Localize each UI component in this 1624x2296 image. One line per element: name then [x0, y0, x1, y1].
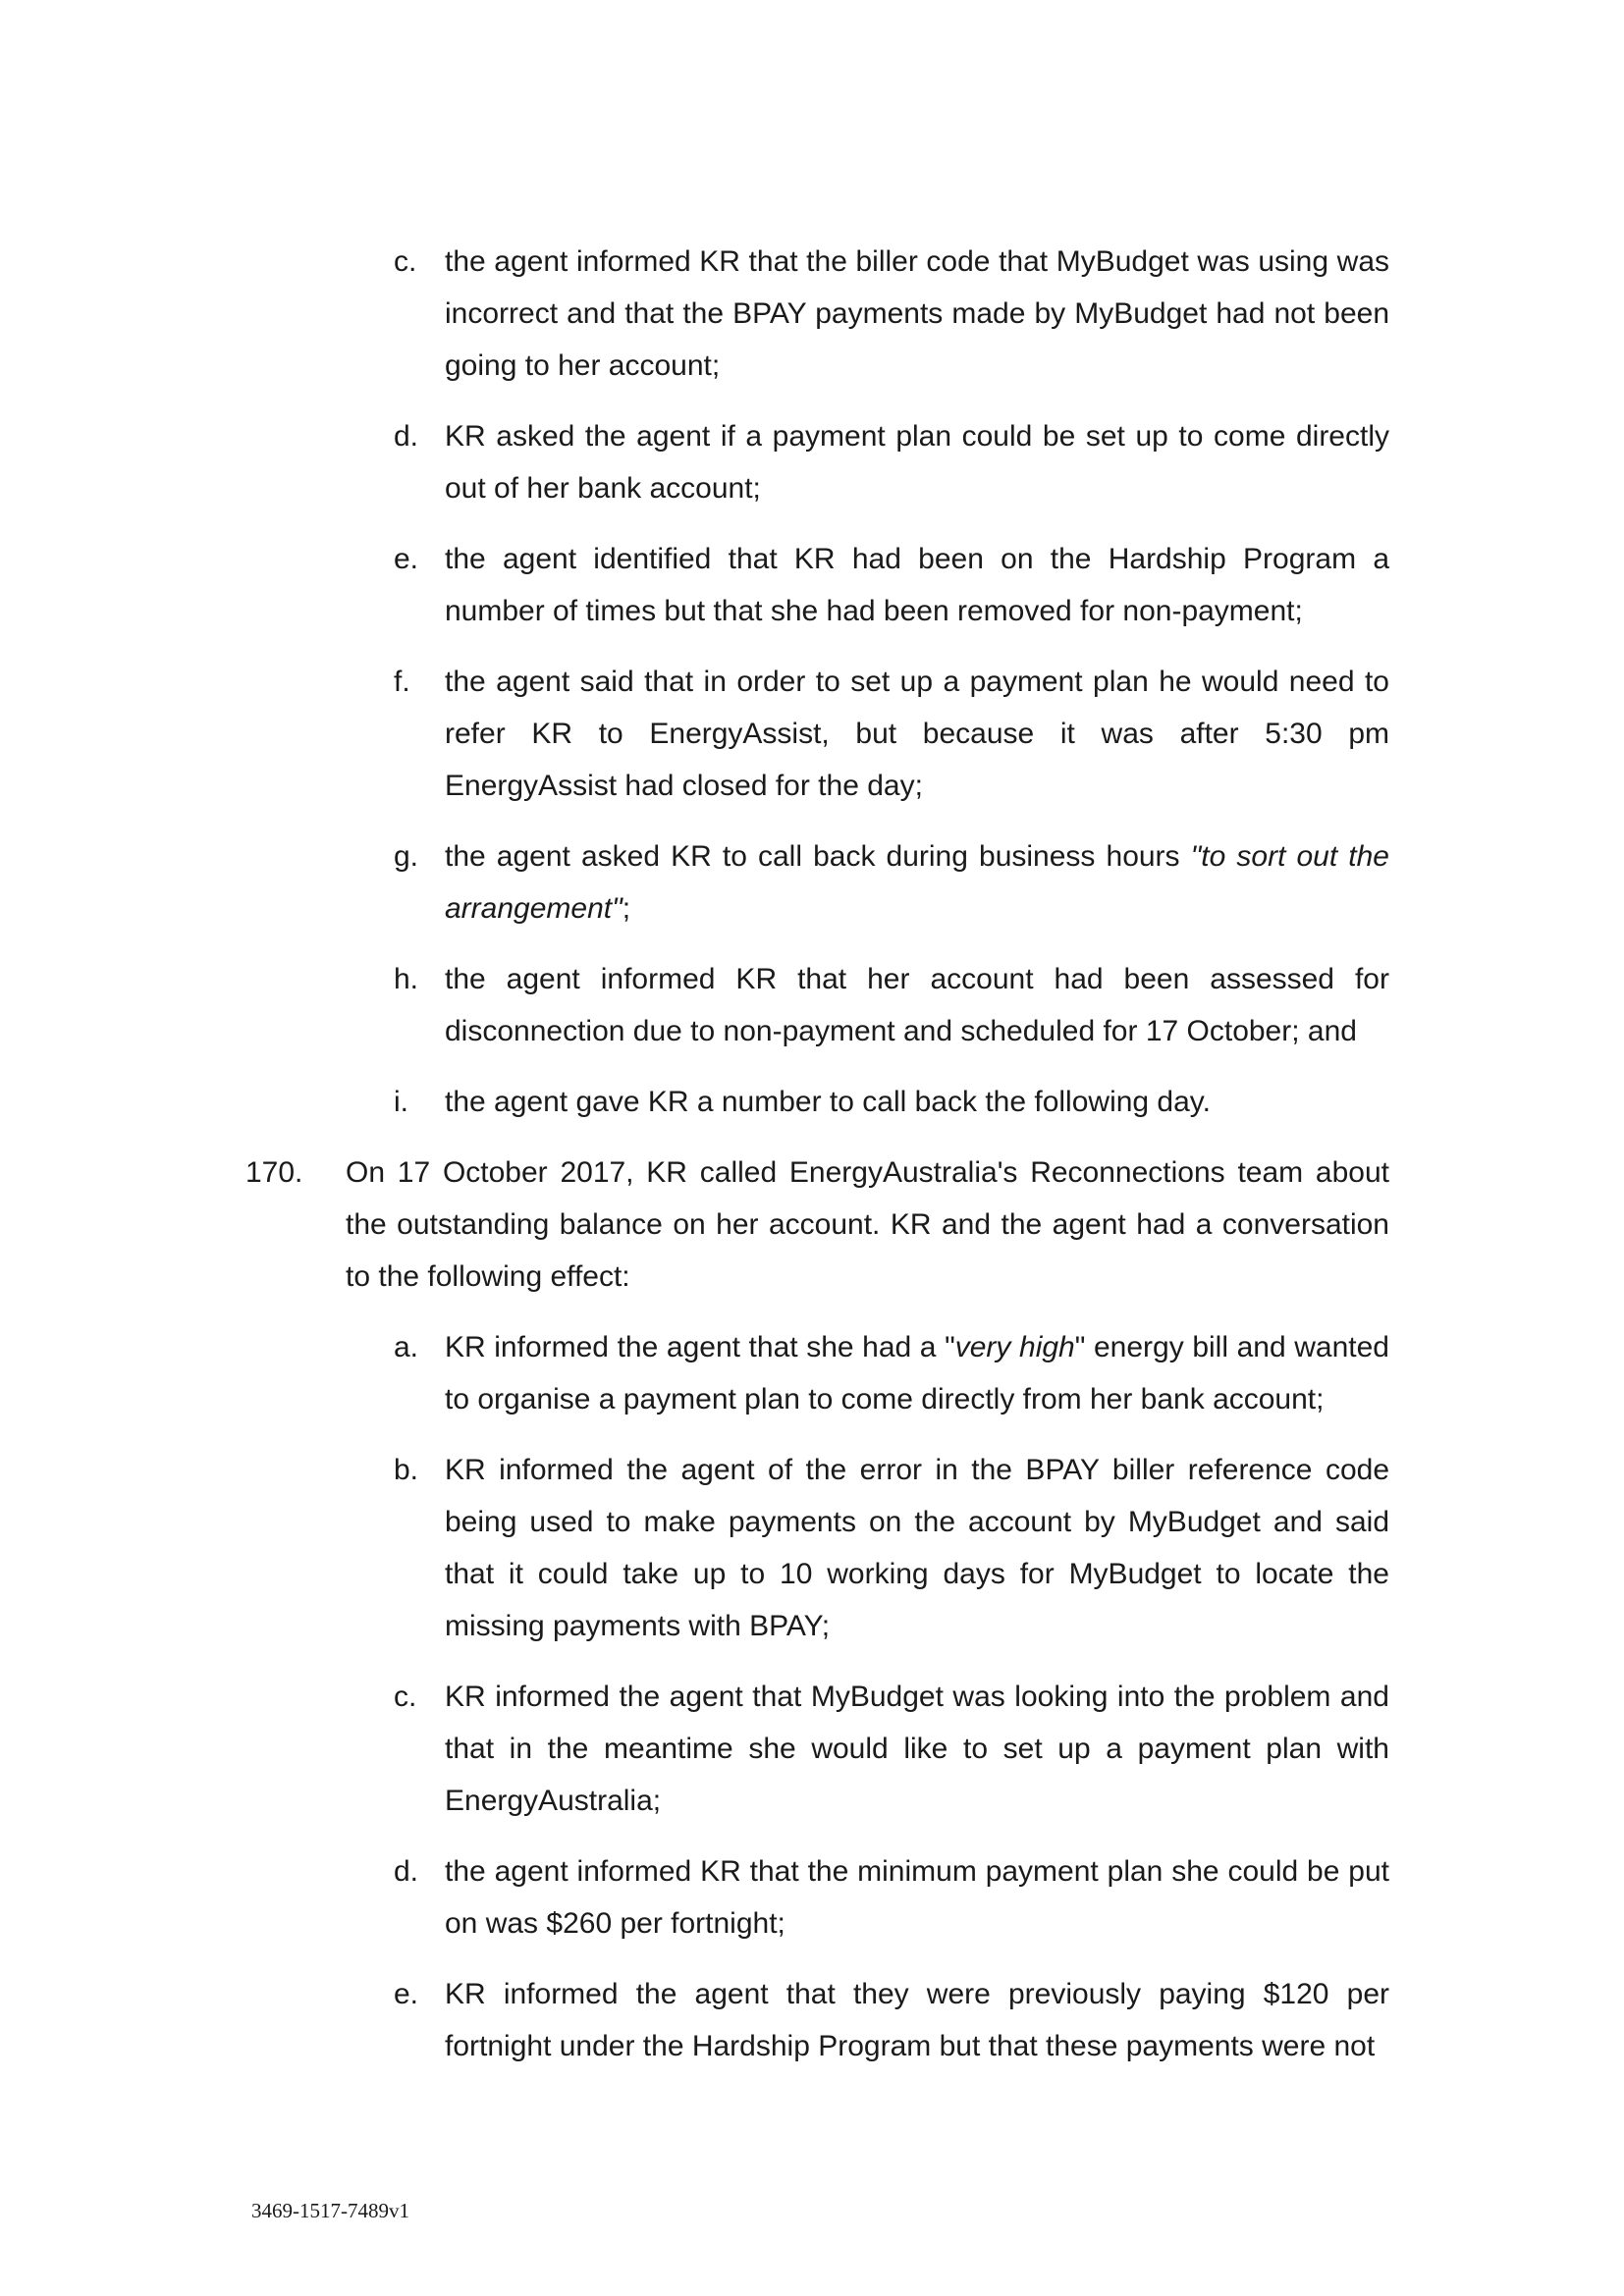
list-item-c [245, 236, 1389, 392]
item-letter: i. [394, 1086, 408, 1118]
item-text-end: " energy bill and wanted to organise a payment plan to come directly from her bank account; [445, 1331, 1389, 1415]
list-item-e [245, 533, 1389, 637]
item-text-quote: "to sort out the arrangement" [445, 840, 1389, 925]
item-text: the agent said that in order to set up a payment plan he would need to refer KR to EnergyAssist, but because it was after 5:30 pm EnergyAssist had closed for the day; [445, 666, 1389, 802]
item-text [445, 840, 1389, 925]
item-text-quote: very high [954, 1331, 1075, 1363]
continued-sub-list [245, 236, 1394, 1128]
paragraph-170 [245, 1147, 1389, 1303]
item-letter: e. [394, 543, 419, 575]
list-item-e [245, 1968, 1389, 2072]
item-text: KR informed the agent that MyBudget was looking into the problem and that in the meantime she would like to set up a payment plan with EnergyAustralia; [445, 1681, 1389, 1817]
list-item-c [245, 1671, 1389, 1827]
item-letter: c. [394, 1681, 417, 1713]
list-item-i [245, 1076, 1389, 1128]
item-text-end: ; [622, 892, 631, 925]
item-text: KR informed the agent of the error in the BPAY biller reference code being used to make payments on the account by MyBudget and said that it could take up to 10 working days for MyBudget to locate the missing payments with BPAY; [445, 1454, 1389, 1642]
item-letter: f. [394, 666, 410, 698]
list-item-d [245, 1845, 1389, 1949]
item-text: the agent identified that KR had been on the Hardship Program a number of times but that she had been removed for non-payment; [445, 543, 1389, 627]
item-text: the agent informed KR that her account had been assessed for disconnection due to non-payment and scheduled for 17 October; and [445, 963, 1389, 1047]
item-letter: b. [394, 1454, 419, 1486]
item-letter: d. [394, 1855, 419, 1888]
item-text: the agent informed KR that the biller code that MyBudget was using was incorrect and that the BPAY payments made by MyBudget had not been going to her account; [445, 245, 1389, 382]
paragraph-170-sub-list [245, 1321, 1394, 2072]
paragraph-text: On 17 October 2017, KR called EnergyAustralia's Reconnections team about the outstanding balance on her account. KR and the agent had a conversation to the following effect: [346, 1156, 1389, 1293]
paragraph-number: 170. [245, 1156, 303, 1189]
item-text: the agent gave KR a number to call back the following day. [445, 1086, 1211, 1118]
item-text [445, 1331, 1389, 1415]
list-item-a [245, 1321, 1389, 1425]
item-letter: d. [394, 420, 419, 453]
document-id-footer: 3469-1517-7489v1 [251, 2199, 409, 2222]
list-item-d [245, 410, 1389, 514]
item-letter: e. [394, 1978, 419, 2010]
list-item-h [245, 953, 1389, 1057]
item-text: the agent informed KR that the minimum payment plan she could be put on was $260 per fortnight; [445, 1855, 1389, 1940]
item-text: KR asked the agent if a payment plan could be set up to come directly out of her bank account; [445, 420, 1389, 505]
item-text-plain: KR informed the agent that she had a " [445, 1331, 955, 1363]
item-letter: c. [394, 245, 417, 278]
item-letter: a. [394, 1331, 419, 1363]
item-text-plain: the agent asked KR to call back during business hours [445, 840, 1191, 873]
list-item-b [245, 1444, 1389, 1652]
document-body [245, 236, 1394, 2091]
item-letter: h. [394, 963, 419, 995]
list-item-f [245, 656, 1389, 812]
item-text: KR informed the agent that they were previously paying $120 per fortnight under the Hardship Program but that these payments were not [445, 1978, 1389, 2062]
list-item-g [245, 830, 1389, 934]
item-letter: g. [394, 840, 419, 873]
